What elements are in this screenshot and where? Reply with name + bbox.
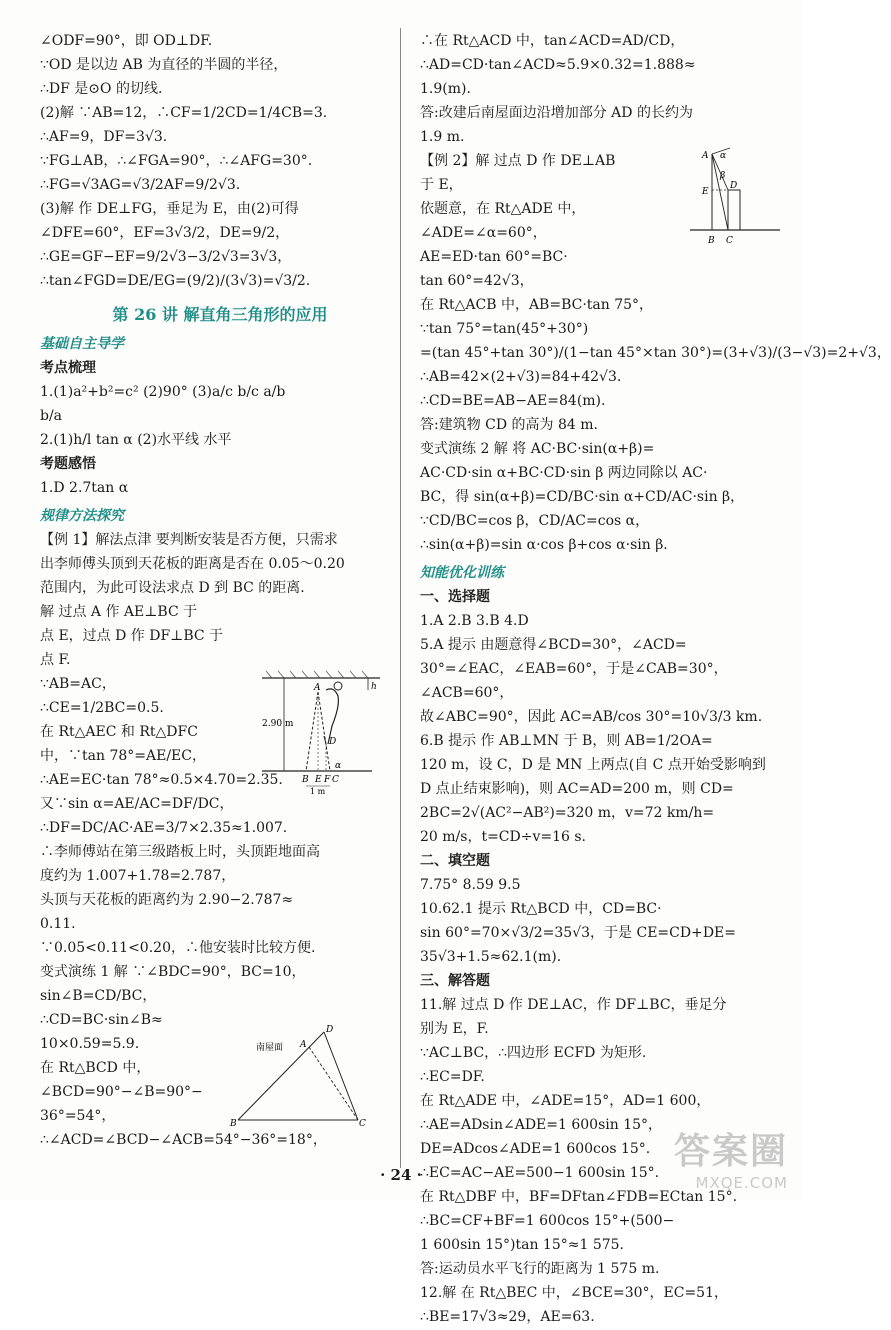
left-column-line: 基础自主导学 [40, 336, 124, 352]
left-column-line: ∴CD=BC·sin∠B≈ [40, 1012, 163, 1028]
right-column-line: 30°=∠EAC，∠EAB=60°，于是∠CAB=30°， [420, 661, 728, 677]
left-column-line: 1.(1)a²+b²=c² (2)90° (3)a/c b/c a/b [40, 384, 286, 400]
left-column-line: 范围内，为此可设法求点 D 到 BC 的距离. [40, 580, 305, 596]
fig-label-e: E [315, 775, 322, 785]
left-column-line: sin∠B=CD/BC， [40, 988, 157, 1004]
right-column-line: 7.75° 8.59 9.5 [420, 877, 521, 893]
left-column-line: 规律方法探究 [40, 508, 124, 524]
left-column-line: ∴GE=GF−EF=9/2√3−3/2√3=3√3， [40, 249, 292, 265]
right-column-line: D 点止结束影响)，则 AC=AD=200 m，则 CD= [420, 781, 734, 797]
right-column-line: 5.A 提示 由题意得∠BCD=30°，∠ACD= [420, 637, 687, 653]
watermark-main: 答案圈 [673, 1131, 788, 1172]
right-column-line: 1 600sin 15°)tan 15°≈1 575. [420, 1237, 624, 1253]
right-column-line: 6.B 提示 作 AB⊥MN 于 B，则 AB=1/2OA= [420, 733, 713, 749]
right-column-line: 35√3+1.5≈62.1(m). [420, 949, 562, 965]
tower-label-b: B [708, 236, 715, 246]
left-column-line: ∠DFE=60°，EF=3√3/2，DE=9/2， [40, 225, 290, 241]
left-column-line: ∴tan∠FGD=DE/EG=(9/2)/(3√3)=√3/2. [40, 273, 311, 289]
right-column-line: ∴BC=CF+BF=1 600cos 15°+(500− [420, 1213, 675, 1229]
right-column-line: ∵tan 75°=tan(45°+30°) [420, 321, 589, 337]
right-column-line: 20 m/s，t=CD÷v=16 s. [420, 829, 587, 845]
right-column-line: 二、填空题 [420, 853, 490, 869]
right-column-line: 在 Rt△DBF 中，BF=DFtan∠FDB=ECtan 15°. [420, 1189, 738, 1205]
left-column-line: ∠BCD=90°−∠B=90°− [40, 1084, 203, 1100]
fig-label-h: h [371, 682, 377, 692]
right-column-line: 在 Rt△ACB 中，AB=BC·tan 75°， [420, 297, 654, 313]
fig-label-a: A [314, 683, 321, 693]
right-column-line: 1.9 m. [420, 129, 465, 145]
left-column-line: ∵FG⊥AB，∴∠FGA=90°，∴∠AFG=30°. [40, 153, 313, 169]
left-column-line: 第 26 讲 解直角三角形的应用 [112, 305, 328, 324]
right-column-line: 一、选择题 [420, 589, 490, 605]
fig-label-f: F [324, 775, 331, 785]
ladder-figure [262, 668, 382, 796]
right-column-line: 12.解 在 Rt△BEC 中，∠BCE=30°，EC=51， [420, 1285, 728, 1301]
fig-label-alpha: α [335, 761, 342, 771]
left-column-line: ∴CE=1/2BC=0.5. [40, 700, 164, 716]
right-column-line: 答:运动员水平飞行的距离为 1 575 m. [420, 1261, 660, 1277]
fig-label-c: C [332, 775, 339, 785]
right-column-line: sin 60°=70×√3/2=35√3，于是 CE=CD+DE= [420, 925, 736, 941]
roof-label-a: A [300, 1040, 307, 1050]
right-column-line: 120 m，设 C，D 是 MN 上两点(自 C 点开始受影响到 [420, 757, 766, 773]
page-number: · 24 · [380, 1166, 422, 1184]
left-column-line: ∵OD 是以边 AB 为直径的半圆的半径， [40, 57, 288, 73]
roof-caption: 南屋面 [256, 1043, 284, 1053]
right-column-line: 变式演练 2 解 将 AC·BC·sin(α+β)= [420, 441, 655, 457]
right-column-line: ∴在 Rt△ACD 中，tan∠ACD=AD/CD， [420, 33, 685, 49]
right-column-line: 1.9(m). [420, 81, 471, 97]
right-column-line: 11.解 过点 D 作 DE⊥AC，作 DF⊥BC，垂足分 [420, 997, 727, 1013]
tower-label-a: A [702, 151, 709, 161]
right-column-line: ∴CD=BE=AB−AE=84(m). [420, 393, 606, 409]
column-divider [400, 28, 401, 1168]
left-column-line: 变式演练 1 解 ∵∠BDC=90°，BC=10， [40, 964, 306, 980]
right-column-line: 答:建筑物 CD 的高为 84 m. [420, 417, 598, 433]
right-column-line: 知能优化训练 [420, 565, 504, 581]
right-column-line: 三、解答题 [420, 973, 490, 989]
left-column-line: 36°=54°， [40, 1108, 116, 1124]
left-column-line: ∴李师傅站在第三级踏板上时，头顶距地面高 [40, 844, 320, 860]
right-column-line: 10.62.1 提示 Rt△BCD 中，CD=BC· [420, 901, 662, 917]
roof-label-d: D [326, 1025, 334, 1035]
right-column-line: 于 E， [420, 177, 463, 193]
tower-label-alpha: α [720, 151, 727, 161]
left-column-line: ∵AB=AC， [40, 676, 116, 692]
left-column-line: ∠ODF=90°，即 OD⊥DF. [40, 33, 213, 49]
right-column-line: ∴AB=42×(2+√3)=84+42√3. [420, 369, 622, 385]
right-column-line: ∠ADE=∠α=60°， [420, 225, 547, 241]
left-column-line: 【例 1】解法点津 要判断安装是否方便，只需求 [40, 532, 338, 548]
right-column-line: ∴sin(α+β)=sin α·cos β+cos α·sin β. [420, 537, 668, 553]
right-column-line: tan 60°=42√3， [420, 273, 534, 289]
right-column-line: ∴EC=AC−AE=500−1 600sin 15°. [420, 1165, 660, 1181]
left-column-line: 出李师傅头顶到天花板的距离是否在 0.05～0.20 [40, 556, 345, 572]
right-column-line: 1.A 2.B 3.B 4.D [420, 613, 529, 629]
left-column-line: 考点梳理 [40, 360, 96, 376]
left-column-line: 解 过点 A 作 AE⊥BC 于 [40, 604, 198, 620]
right-column-line: 别为 E，F. [420, 1021, 489, 1037]
right-column-line: ∴AD=CD·tan∠ACD≈5.9×0.32=1.888≈ [420, 57, 696, 73]
left-column-line: ∵0.05<0.11<0.20，∴他安装时比较方便. [40, 940, 316, 956]
left-column-line: 1.D 2.7tan α [40, 480, 129, 496]
right-column-line: AE=ED·tan 60°=BC· [420, 249, 568, 265]
left-column-line: 10×0.59=5.9. [40, 1036, 140, 1052]
left-column-line: 2.(1)h/l tan α (2)水平线 水平 [40, 432, 232, 448]
right-column-line: AC·CD·sin α+BC·CD·sin β 两边同除以 AC· [420, 465, 708, 481]
fig-label-width: 1 m [310, 787, 326, 796]
left-column-line: ∴DF 是⊙O 的切线. [40, 81, 163, 97]
fig-label-b: B [302, 775, 309, 785]
left-column-line: b/a [40, 408, 63, 424]
right-column-line: =(tan 45°+tan 30°)/(1−tan 45°×tan 30°)=(3+√3)/(3−√3)=2+√3， [420, 345, 891, 361]
right-column-line: ∵CD/BC=cos β，CD/AC=cos α， [420, 513, 650, 529]
left-column-line: (2)解 ∵AB=12，∴CF=1/2CD=1/4CB=3. [40, 105, 328, 121]
tower-label-beta: β [720, 171, 726, 181]
fig-label-d: D [329, 737, 337, 747]
left-column-line: 又∵sin α=AE/AC=DF/DC， [40, 796, 234, 812]
left-column [40, 30, 400, 1153]
right-column-line: 依题意，在 Rt△ADE 中， [420, 201, 586, 217]
left-column-line: 在 Rt△BCD 中， [40, 1060, 151, 1076]
right-column-line: 故∠ABC=90°，因此 AC=AB/cos 30°=10√3/3 km. [420, 709, 763, 725]
watermark [674, 1123, 788, 1192]
left-column-line: ∴FG=√3AG=√3/2AF=9/2√3. [40, 177, 241, 193]
right-column-line: ∴AE=ADsin∠ADE=1 600sin 15°， [420, 1117, 663, 1133]
right-column-line: 【例 2】解 过点 D 作 DE⊥AB [420, 153, 616, 169]
left-column-line: (3)解 作 DE⊥FG，垂足为 E，由(2)可得 [40, 201, 299, 217]
left-column-line: 度约为 1.007+1.78=2.787， [40, 868, 236, 884]
left-column-line: 考题感悟 [40, 456, 96, 472]
tower-label-c: C [726, 236, 733, 246]
tower-label-e: E [702, 187, 709, 197]
left-column-line: 点 F. [40, 652, 71, 668]
roof-figure [228, 1022, 368, 1128]
tower-figure [690, 148, 782, 248]
right-column-line: ∴EC=DF. [420, 1069, 485, 1085]
left-column-line: ∴∠ACD=∠BCD−∠ACB=54°−36°=18°， [40, 1132, 327, 1148]
right-column-line: 答:改建后南屋面边沿增加部分 AD 的长约为 [420, 105, 693, 121]
roof-label-c: C [359, 1119, 366, 1129]
roof-label-b: B [230, 1119, 237, 1129]
left-column-line: 点 E，过点 D 作 DF⊥BC 于 [40, 628, 224, 644]
watermark-sub: MXQE.COM [695, 1174, 788, 1192]
left-column-line: ∴AE=EC·tan 78°≈0.5×4.70=2.35. [40, 772, 283, 788]
tower-label-d: D [730, 181, 738, 191]
left-column-line: ∴DF=DC/AC·AE=3/7×2.35≈1.007. [40, 820, 288, 836]
fig-label-height: 2.90 m [262, 719, 294, 729]
left-column-line: 在 Rt△AEC 和 Rt△DFC [40, 724, 198, 740]
right-column-line: ∵AC⊥BC，∴四边形 ECFD 为矩形. [420, 1045, 647, 1061]
right-column-line: DE=ADcos∠ADE=1 600cos 15°. [420, 1141, 651, 1157]
left-column-line: ∴AF=9，DF=3√3. [40, 129, 168, 145]
right-column-line: ∴BE=17√3≈29，AE=63. [420, 1309, 595, 1325]
left-column-line: 中，∵tan 78°=AE/EC， [40, 748, 206, 764]
right-column-line: ∠ACB=60°， [420, 685, 514, 701]
left-column-line: 0.11. [40, 916, 76, 932]
right-column-line: BC，得 sin(α+β)=CD/BC·sin α+CD/AC·sin β， [420, 489, 745, 505]
left-column-line: 头顶与天花板的距离约为 2.90−2.787≈ [40, 892, 294, 908]
right-column-line: 2BC=2√(AC²−AB²)=320 m，v=72 km/h= [420, 805, 715, 821]
right-column-line: 在 Rt△ADE 中，∠ADE=15°，AD=1 600， [420, 1093, 711, 1109]
